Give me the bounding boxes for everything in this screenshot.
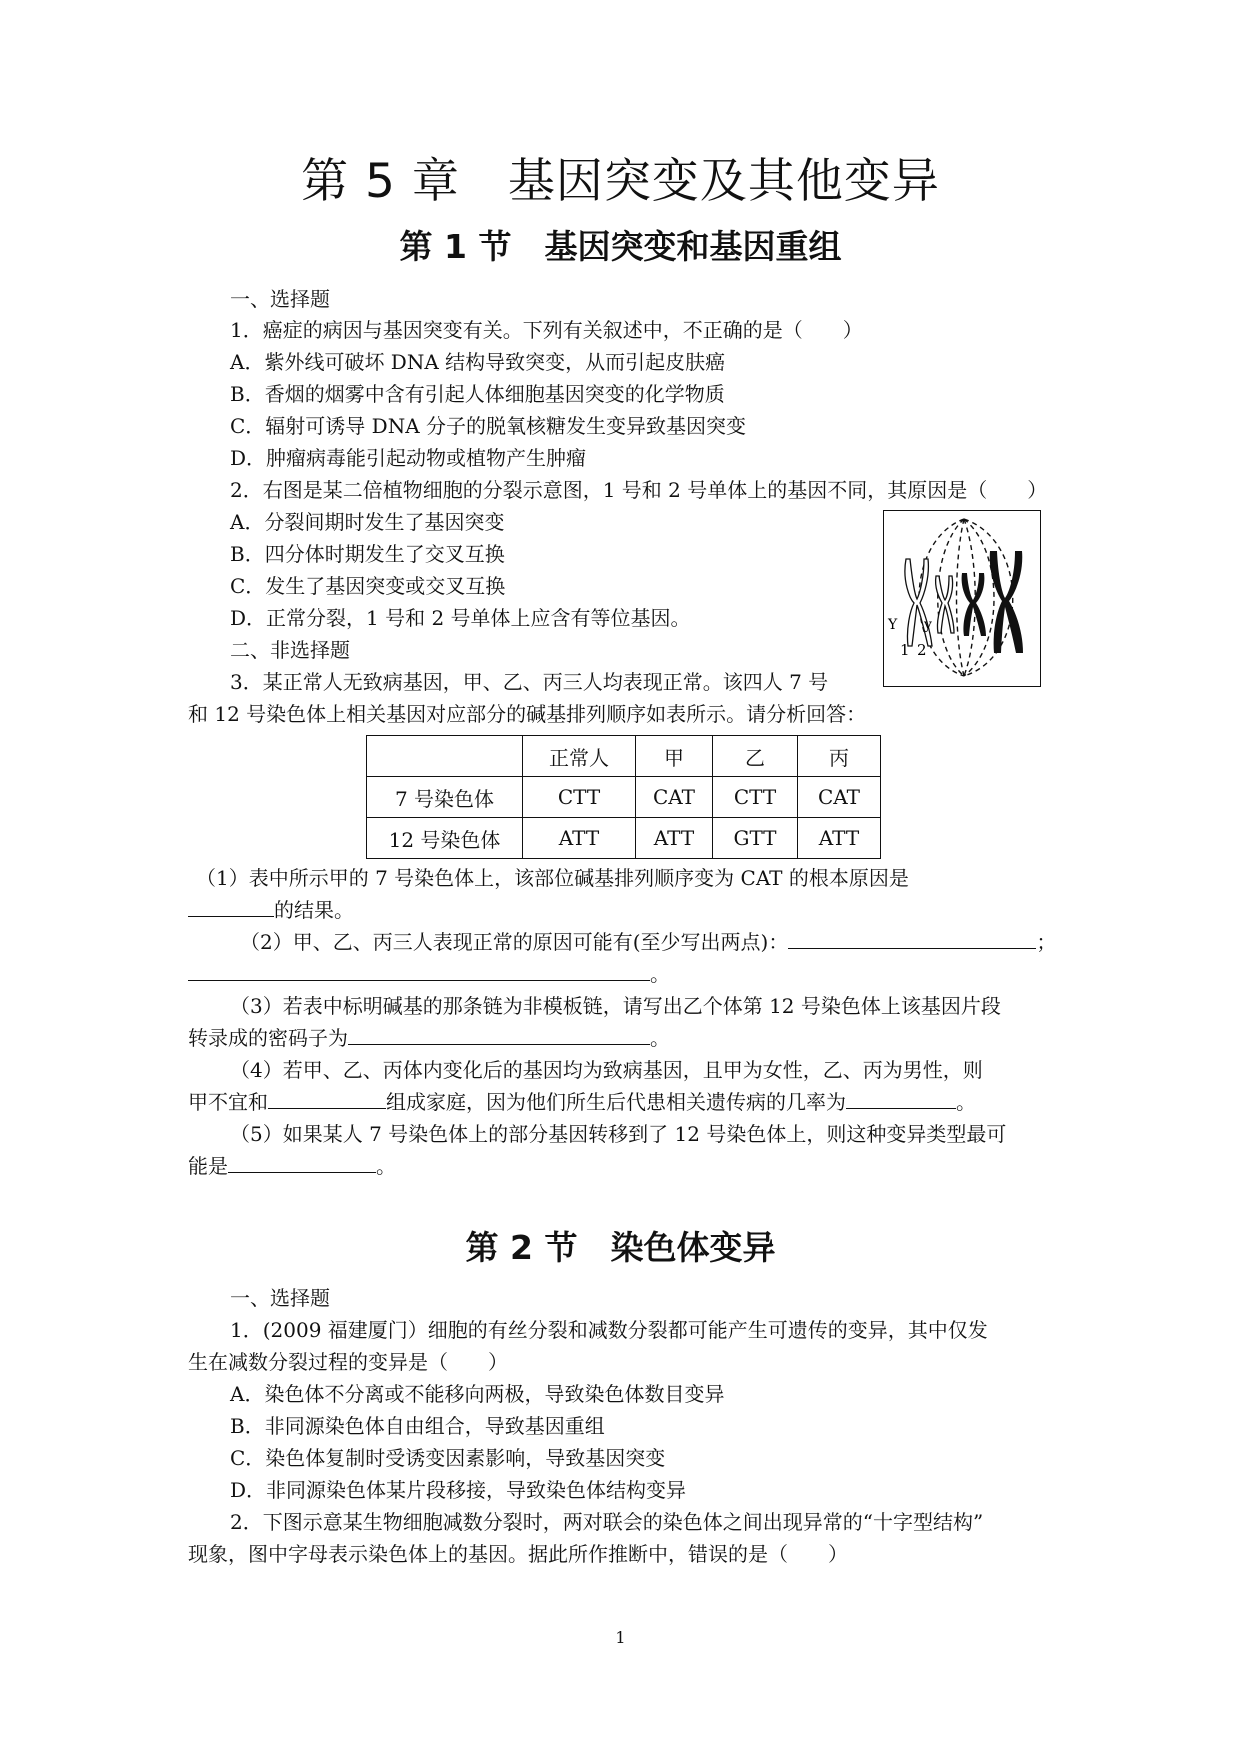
question-2-option-b: B．四分体时期发生了交叉互换 <box>230 542 505 566</box>
answer-blank-4b[interactable] <box>846 1088 956 1109</box>
table-cell: CTT <box>713 777 798 818</box>
table-header-cell: 乙 <box>713 736 798 777</box>
figure-chromatid-2-label: 2 <box>917 641 927 659</box>
section2-part1-heading: 一、选择题 <box>230 1286 330 1310</box>
figure-gene-y-lower: y <box>924 617 932 633</box>
question-1-option-c: C．辐射可诱导 DNA 分子的脱氧核糖发生变异致基因突变 <box>230 414 746 438</box>
table-cell: CTT <box>523 777 636 818</box>
s2-question-2-stem-line1: 2．下图示意某生物细胞减数分裂时，两对联会的染色体之间出现异常的“十字型结构” <box>230 1510 984 1534</box>
question-3-stem-line1: 3．某正常人无致病基因，甲、乙、丙三人均表现正常。该四人 7 号 <box>230 670 829 694</box>
question-3-stem-line2: 和 12 号染色体上相关基因对应部分的碱基排列顺序如表所示。请分析回答： <box>188 702 867 726</box>
sub4-text-a: 甲不宜和 <box>188 1090 268 1114</box>
chromosome-black-large <box>990 551 1023 653</box>
table-header-cell: 甲 <box>636 736 713 777</box>
question-2-option-d: D．正常分裂，1 号和 2 号单体上应含有等位基因。 <box>230 606 691 630</box>
table-cell: 7 号染色体 <box>367 777 523 818</box>
question-3-sub1-line1: （1）表中所示甲的 7 号染色体上，该部位碱基排列顺序变为 CAT 的根本原因是 <box>196 866 909 890</box>
page-number: 1 <box>615 1628 626 1647</box>
section1-title: 第 1 节 基因突变和基因重组 <box>399 227 842 266</box>
chapter-title: 第 5 章 基因突变及其他变异 <box>301 154 940 209</box>
table-cell: ATT <box>636 818 713 859</box>
table-header-cell <box>367 736 523 777</box>
answer-blank-2b[interactable] <box>188 960 650 981</box>
base-sequence-table <box>366 735 881 859</box>
sub5-end: 。 <box>376 1154 396 1178</box>
answer-blank-4a[interactable] <box>268 1088 386 1109</box>
sub4-end: 。 <box>956 1090 976 1114</box>
table-cell: ATT <box>523 818 636 859</box>
s2-question-1-stem-line2: 生在减数分裂过程的变异是（ ） <box>188 1350 508 1374</box>
sub2-separator: ； <box>1036 930 1057 954</box>
sub3-text: 转录成的密码子为 <box>188 1026 348 1050</box>
table-header-cell: 丙 <box>798 736 881 777</box>
sub4-text-b: 组成家庭，因为他们所生后代患相关遗传病的几率为 <box>386 1090 846 1114</box>
table-row <box>367 777 881 818</box>
answer-blank-1[interactable] <box>188 896 274 917</box>
table-row <box>367 818 881 859</box>
question-3-sub2-line2 <box>188 960 670 988</box>
sub5-text: 能是 <box>188 1154 228 1178</box>
question-1-stem: 1．癌症的病因与基因突变有关。下列有关叙述中，不正确的是（ ） <box>230 318 863 342</box>
s2-question-1-stem-line1: 1．(2009 福建厦门）细胞的有丝分裂和减数分裂都可能产生可遗传的变异，其中仅发 <box>230 1318 988 1342</box>
question-1-option-b: B．香烟的烟雾中含有引起人体细胞基因突变的化学物质 <box>230 382 725 406</box>
cell-division-figure <box>883 510 1041 687</box>
question-1-option-a: A．紫外线可破坏 DNA 结构导致突变，从而引起皮肤癌 <box>230 350 726 374</box>
s2-question-2-stem-line2: 现象，图中字母表示染色体上的基因。据此所作推断中，错误的是（ ） <box>188 1542 848 1566</box>
answer-blank-5[interactable] <box>228 1152 376 1173</box>
sub2-end: 。 <box>650 962 670 986</box>
question-3-sub3-line1: （3）若表中标明碱基的那条链为非模板链，请写出乙个体第 12 号染色体上该基因片段 <box>230 994 1001 1018</box>
table-cell: GTT <box>713 818 798 859</box>
question-3-sub1-line2 <box>188 896 354 924</box>
s2-question-1-option-c: C．染色体复制时受诱变因素影响，导致基因突变 <box>230 1446 666 1470</box>
question-3-sub4-line1: （4）若甲、乙、丙体内变化后的基因均为致病基因，且甲为女性，乙、丙为男性，则 <box>230 1058 983 1082</box>
question-3-sub5-line2 <box>188 1152 396 1180</box>
table-cell: ATT <box>798 818 881 859</box>
spindle-diagram <box>884 511 1040 686</box>
s2-question-1-option-b: B．非同源染色体自由组合，导致基因重组 <box>230 1414 605 1438</box>
section2-title: 第 2 节 染色体变异 <box>465 1228 776 1267</box>
table-header-row <box>367 736 881 777</box>
table-cell: CAT <box>636 777 713 818</box>
question-2-option-a: A．分裂间期时发生了基因突变 <box>230 510 505 534</box>
section1-part1-heading: 一、选择题 <box>230 287 330 311</box>
table-header-cell: 正常人 <box>523 736 636 777</box>
s2-question-1-option-d: D．非同源染色体某片段移接，导致染色体结构变异 <box>230 1478 687 1502</box>
question-3-sub3-line2 <box>188 1024 670 1052</box>
answer-blank-3[interactable] <box>348 1024 650 1045</box>
question-1-option-d: D．肿瘤病毒能引起动物或植物产生肿瘤 <box>230 446 587 470</box>
table-cell: CAT <box>798 777 881 818</box>
figure-gene-y-upper: Y <box>888 617 898 633</box>
question-2-stem: 2．右图是某二倍植物细胞的分裂示意图，1 号和 2 号单体上的基因不同，其原因是（ ） <box>230 478 1048 502</box>
table-cell: 12 号染色体 <box>367 818 523 859</box>
sub1-tail: 的结果。 <box>274 898 354 922</box>
answer-blank-2a[interactable] <box>788 928 1036 949</box>
question-3-sub5-line1: （5）如果某人 7 号染色体上的部分基因转移到了 12 号染色体上，则这种变异类型最可 <box>230 1122 1007 1146</box>
sub2-text: （2）甲、乙、丙三人表现正常的原因可能有(至少写出两点)： <box>240 930 789 954</box>
question-3-sub4-line2 <box>188 1088 976 1116</box>
section1-part2-heading: 二、非选择题 <box>230 638 350 662</box>
question-2-option-c: C．发生了基因突变或交叉互换 <box>230 574 506 598</box>
question-3-sub2-line1 <box>240 928 1056 956</box>
sub3-end: 。 <box>650 1026 670 1050</box>
s2-question-1-option-a: A．染色体不分离或不能移向两极，导致染色体数目变异 <box>230 1382 725 1406</box>
figure-chromatid-1-label: 1 <box>900 641 910 659</box>
